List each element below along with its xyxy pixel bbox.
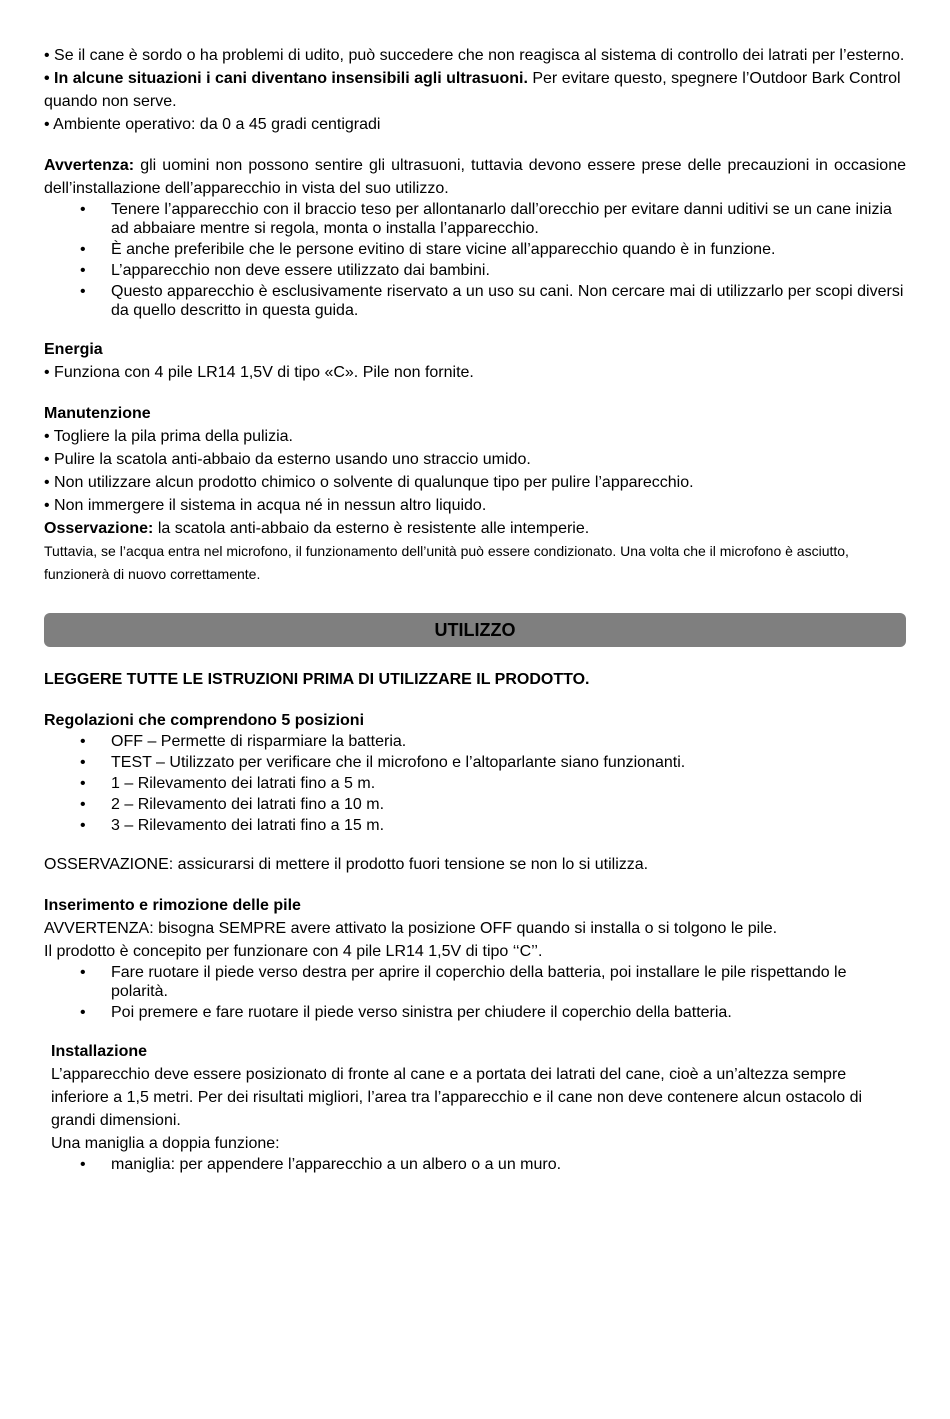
intro-operating-environment: • Ambiente operativo: da 0 a 45 gradi centigradi (44, 116, 381, 133)
banner-title: UTILIZZO (434, 619, 516, 640)
list-item: • Questo apparecchio è esclusivamente riservato a un uso su cani. Non cercare mai di utilizzarlo per scopi diversi da quello descritto in questa guida. (44, 282, 906, 320)
maintenance-note (44, 517, 906, 540)
batteries-text: Il prodotto è concepito per funzionare con 4 pile LR14 1,5V di tipo ‘‘C’’. (44, 943, 543, 960)
read-all-instructions: LEGGERE TUTTE LE ISTRUZIONI PRIMA DI UTILIZZARE IL PRODOTTO. (44, 671, 590, 688)
energy-heading: Energia (44, 341, 103, 358)
maintenance-heading: Manutenzione (44, 405, 151, 422)
settings-list (44, 732, 906, 835)
list-item: • Tenere l’apparecchio con il braccio teso per allontanarlo dall’orecchio per evitare danni uditivi se un cane inizia ad abbaiare mentre si regola, monta o installa l’apparecchio. (44, 200, 906, 238)
energy-text: • Funziona con 4 pile LR14 1,5V di tipo «C». Pile non fornite. (44, 364, 474, 381)
intro-ultrasound-rest: Per evitare questo, spegnere l’Outdoor Bark Control quando non serve. (44, 70, 901, 110)
installation-section (44, 1040, 906, 1155)
batteries-heading: Inserimento e rimozione delle pile (44, 897, 301, 914)
list-item: • maniglia: per appendere l’apparecchio a un albero o a un muro. (44, 1155, 906, 1174)
installation-handle-intro: Una maniglia a doppia funzione: (51, 1135, 280, 1152)
warning-label: Avvertenza: (44, 157, 135, 174)
list-item: • Poi premere e fare ruotare il piede verso sinistra per chiudere il coperchio della batteria. (44, 1003, 906, 1022)
intro-deaf-dog: • Se il cane è sordo o ha problemi di udito, può succedere che non reagisca al sistema di controllo dei latrati per l’esterno. (44, 47, 905, 64)
usage-observation: OSSERVAZIONE: assicurarsi di mettere il prodotto fuori tensione se non lo si utilizza. (44, 856, 649, 873)
maintenance-line: • Togliere la pila prima della pulizia. (44, 428, 293, 445)
intro-ultrasound-insensitive (44, 67, 906, 113)
maintenance-note-text: la scatola anti-abbaio da esterno è resistente alle intemperie. (153, 520, 590, 537)
list-item: • Fare ruotare il piede verso destra per aprire il coperchio della batteria, poi installare le pile rispettando le polarità. (44, 963, 906, 1001)
list-item: • È anche preferibile che le persone evitino di stare vicine all’apparecchio quando è in funzione. (44, 240, 906, 259)
installation-text: L’apparecchio deve essere posizionato di fronte al cane e a portata dei latrati del cane, cioè a un’altezza sempre inferiore a 1,5 metri. Per dei risultati migliori, l’area tra l’apparecchio e il cane non deve contenere alcun ostacolo di grandi dimensioni. (51, 1066, 863, 1129)
document-page (44, 44, 906, 1176)
maintenance-line: • Pulire la scatola anti-abbaio da esterno usando uno straccio umido. (44, 451, 531, 468)
list-item: • L’apparecchio non deve essere utilizzato dai bambini. (44, 261, 906, 280)
settings-heading: Regolazioni che comprendono 5 posizioni (44, 712, 365, 729)
list-item: • 1 – Rilevamento dei latrati fino a 5 m. (44, 774, 906, 793)
list-item: • 2 – Rilevamento dei latrati fino a 10 m. (44, 795, 906, 814)
maintenance-line: • Non immergere il sistema in acqua né in nessun altro liquido. (44, 497, 487, 514)
installation-list (44, 1155, 906, 1174)
list-item: • 3 – Rilevamento dei latrati fino a 15 m. (44, 816, 906, 835)
warning-text: gli uomini non possono sentire gli ultrasuoni, tuttavia devono essere prese delle precauzioni in occasione dell’installazione dell’apparecchio in vista del suo utilizzo. (44, 157, 906, 197)
maintenance-note-label: Osservazione: (44, 520, 154, 537)
installation-heading: Installazione (51, 1043, 148, 1060)
batteries-warning: AVVERTENZA: bisogna SEMPRE avere attivato la posizione OFF quando si installa o si tolgono le pile. (44, 920, 778, 937)
batteries-list (44, 963, 906, 1022)
list-item: • TEST – Utilizzato per verificare che il microfono e l’altoparlante siano funzionanti. (44, 753, 906, 772)
maintenance-note-small: Tuttavia, se l’acqua entra nel microfono, il funzionamento dell’unità può essere condizionato. Una volta che il microfono è asciutto, funzionerà di nuovo correttamente. (44, 543, 849, 582)
intro-ultrasound-bold: • In alcune situazioni i cani diventano insensibili agli ultrasuoni. (44, 70, 528, 87)
list-item: • OFF – Permette di risparmiare la batteria. (44, 732, 906, 751)
section-banner-utilizzo (44, 613, 906, 647)
warning-paragraph (44, 154, 906, 200)
warning-list (44, 200, 906, 320)
maintenance-line: • Non utilizzare alcun prodotto chimico o solvente di qualunque tipo per pulire l’apparecchio. (44, 474, 694, 491)
